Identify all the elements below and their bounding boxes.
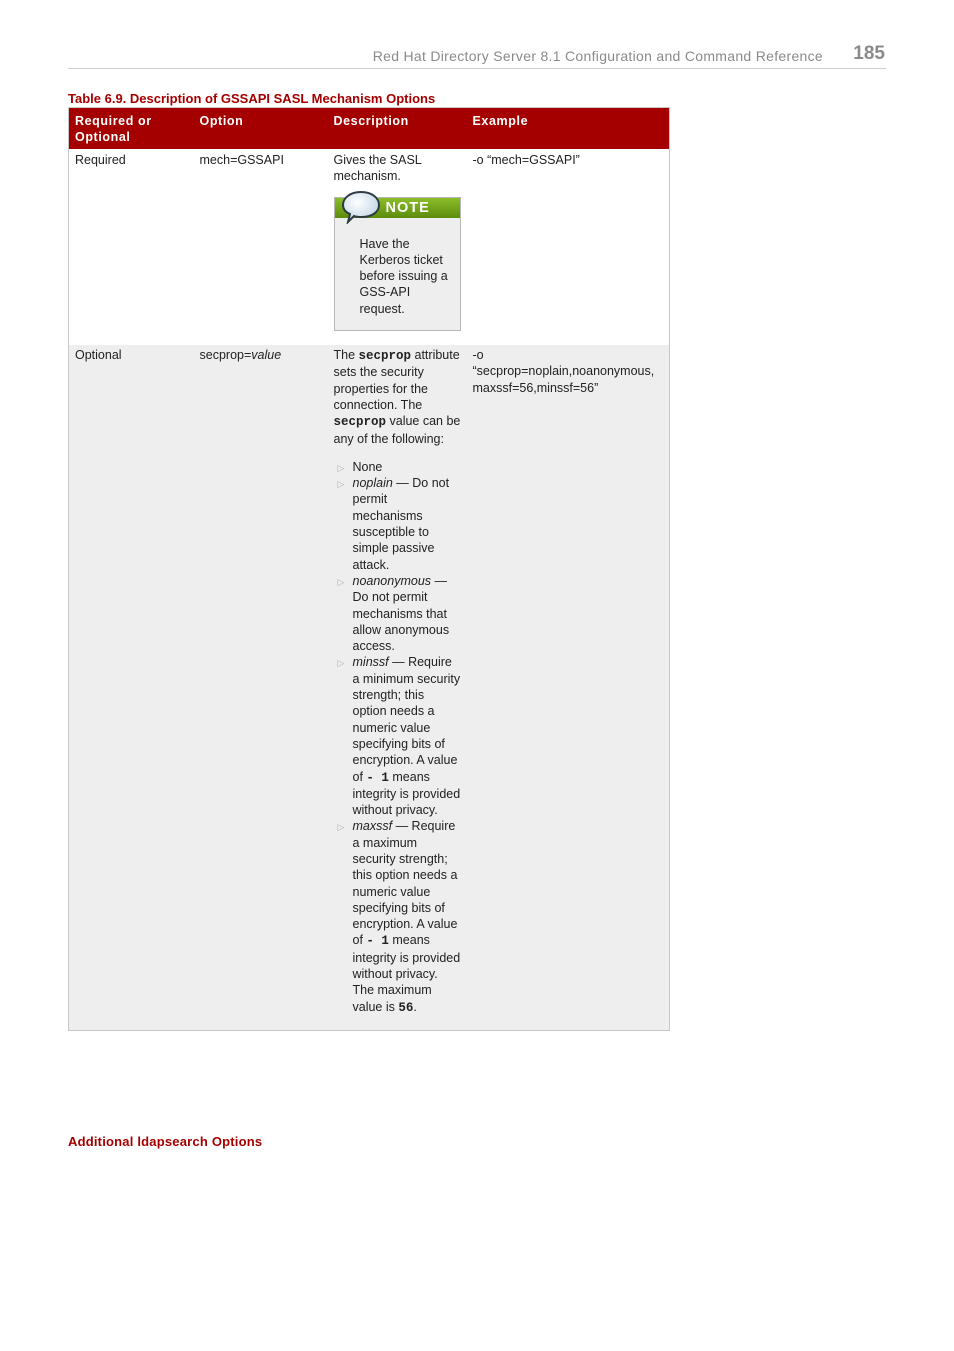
bullet-icon: ▷ xyxy=(337,576,345,587)
item-text: — Require a minimum security strength; this option needs a numeric value specifying bits of encryption. A value of xyxy=(352,655,461,784)
list-item xyxy=(337,654,461,818)
column-header-required: Required or Optional xyxy=(69,108,194,150)
item-text: None xyxy=(352,459,383,474)
desc-text-the: The xyxy=(333,348,359,363)
speech-bubble-icon xyxy=(341,190,381,224)
section-title: Additional ldapsearch Options xyxy=(68,1134,263,1149)
example-line: “secprop=noplain,noanonymous, maxssf=56,minssf=56” xyxy=(472,364,655,395)
code-value: - 1 xyxy=(366,770,389,785)
option-prefix: secprop= xyxy=(199,348,252,363)
list-item xyxy=(337,459,461,475)
book-title: Red Hat Directory Server 8.1 Configuration and Command Reference xyxy=(372,48,823,64)
secprop-options-list xyxy=(334,459,461,1016)
cell-example: -o “mech=GSSAPI” xyxy=(467,149,670,345)
table-row xyxy=(69,149,670,345)
bullet-icon: ▷ xyxy=(337,822,345,833)
cell-option: mech=GSSAPI xyxy=(194,149,328,345)
bullet-icon: ▷ xyxy=(337,462,345,473)
column-header-example: Example xyxy=(467,108,670,150)
item-term: noanonymous xyxy=(352,573,432,588)
code-secprop: secprop xyxy=(333,415,387,430)
item-tail: means integrity is provided without privacy. xyxy=(352,769,461,818)
item-text: — Require a maximum security strength; this option needs a numeric value specifying bits of encryption. A value of xyxy=(352,819,458,948)
column-header-option: Option xyxy=(194,108,328,150)
item-tail: means integrity is provided without privacy. The maximum value is xyxy=(352,933,461,1014)
page-number: 185 xyxy=(853,43,885,64)
list-item xyxy=(337,818,461,1016)
table-header-row xyxy=(69,108,670,150)
option-value: value xyxy=(251,348,282,363)
table-title: Table 6.9. Description of GSSAPI SASL Mechanism Options xyxy=(68,91,436,106)
description-text: Gives the SASL mechanism. xyxy=(333,153,422,184)
table-row xyxy=(69,345,670,1030)
list-item xyxy=(337,475,461,573)
cell-option xyxy=(194,345,328,1030)
page-header xyxy=(68,42,886,69)
code-secprop: secprop xyxy=(358,349,412,364)
bullet-icon: ▷ xyxy=(337,479,345,490)
cell-example xyxy=(467,345,670,1030)
cell-required: Optional xyxy=(69,345,194,1030)
note-title: NOTE xyxy=(385,199,430,216)
code-value: - 1 xyxy=(366,934,389,949)
code-max-value: 56 xyxy=(398,1000,414,1015)
list-item xyxy=(337,573,461,654)
column-header-description: Description xyxy=(328,108,467,150)
item-text: — Do not permit mechanisms that allow anonymous access. xyxy=(352,573,450,654)
desc-text-end: value can be any of the following: xyxy=(333,414,461,446)
note-box xyxy=(334,197,461,331)
cell-description xyxy=(328,345,467,1030)
desc-text-mid: attribute sets the security properties for the connection. The xyxy=(333,348,460,412)
note-header xyxy=(335,198,460,218)
item-term: minssf xyxy=(352,655,389,670)
cell-description xyxy=(328,149,467,345)
item-term: maxssf xyxy=(352,819,393,834)
example-line: -o xyxy=(472,348,484,363)
note-text: Have the Kerberos ticket before issuing a GSS-API request. xyxy=(359,236,448,316)
bullet-icon: ▷ xyxy=(337,658,345,669)
description-text xyxy=(334,347,461,447)
cell-required: Required xyxy=(69,149,194,345)
item-term: noplain xyxy=(352,476,393,491)
gssapi-options-table xyxy=(68,107,670,1031)
item-tail-end: . xyxy=(413,999,417,1014)
item-text: — Do not permit mechanisms susceptible to simple passive attack. xyxy=(352,476,450,572)
